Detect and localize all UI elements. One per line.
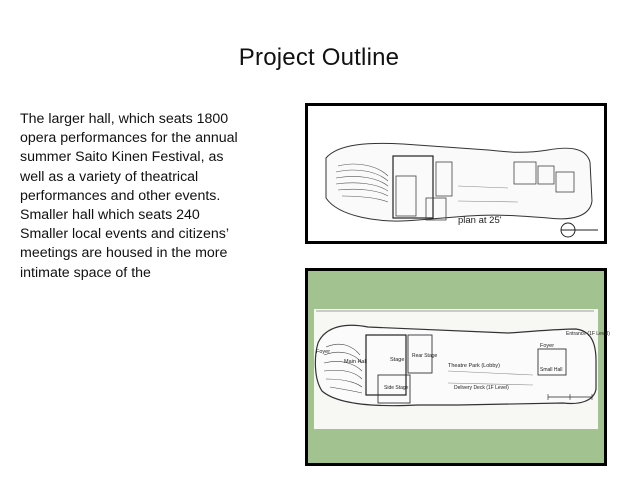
north-arrow-icon [561, 223, 598, 237]
label-stage: Stage [390, 357, 405, 363]
label-delivery-deck: Delivery Deck (1F Level) [454, 385, 509, 391]
label-rear-stage: Rear Stage [412, 353, 438, 359]
floor-plan-bottom-image [305, 268, 610, 466]
floor-plan-top-drawing [308, 106, 604, 241]
label-foyer-right: Foyer [540, 343, 555, 349]
label-side-stage: Side Stage [384, 385, 409, 391]
label-foyer-left: Foyer [316, 349, 331, 355]
body-paragraph: The larger hall, which seats 1800 opera performances for the annual summer Saito Kinen Festival, as well as a variety of theatrical performances and other events. Smaller hall which seats 240 Smaller local events and citizens’ meetings are housed in the more intimate space of the [20, 111, 238, 281]
slide-title: Project Outline [238, 44, 400, 71]
plan-caption: plan at 25' [458, 215, 502, 226]
label-small-hall: Small Hall [540, 367, 563, 373]
label-theatre-park: Theatre Park (Lobby) [448, 363, 500, 369]
label-entrance: Entrance (1F Level) [566, 331, 610, 337]
floor-plan-top-image [305, 103, 607, 244]
label-main-hall: Main Hall [344, 359, 367, 365]
floor-plan-bottom-drawing [308, 271, 610, 463]
